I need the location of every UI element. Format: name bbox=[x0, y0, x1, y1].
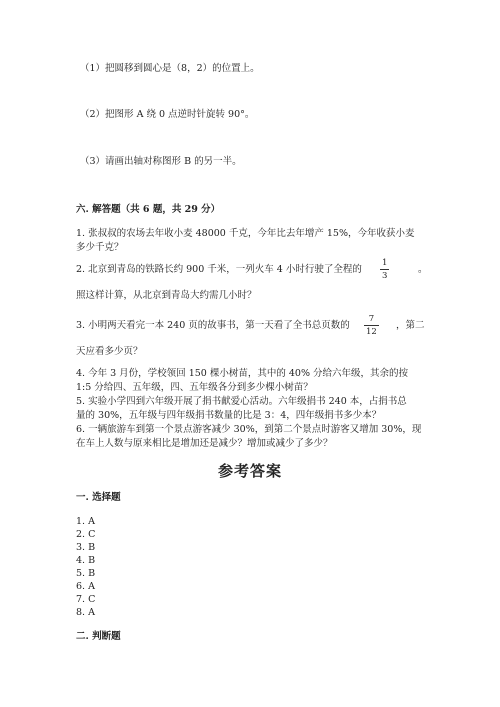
question-2-text: 2. 北京到青岛的铁路长约 900 千米，一列火车 4 小时行驶了全程的 bbox=[76, 264, 362, 275]
fraction-bar bbox=[380, 269, 389, 270]
answer-item: 6. A bbox=[76, 581, 95, 592]
fraction-bar bbox=[364, 325, 379, 326]
answers-section-2-heading: 二. 判断题 bbox=[76, 631, 121, 642]
task-2: （2）把图形 A 绕 0 点逆时针旋转 90°。 bbox=[80, 109, 255, 120]
question-4-line-2: 1:5 分给四、五年级，四、五年级各分到多少棵小树苗？ bbox=[76, 382, 313, 393]
question-2-end: 。 bbox=[418, 264, 428, 275]
answer-item: 1. A bbox=[76, 516, 95, 527]
question-3-line-2: 天应看多少页？ bbox=[76, 346, 143, 357]
answer-item: 3. B bbox=[76, 542, 96, 553]
task-3: （3）请画出轴对称图形 B 的另一半。 bbox=[80, 156, 242, 167]
question-1-line-2: 多少千克？ bbox=[76, 242, 124, 253]
answer-item: 5. B bbox=[76, 568, 96, 579]
question-2-fraction-numerator: 1 bbox=[382, 258, 388, 268]
task-1: （1）把圆移到圆心是（8，2）的位置上。 bbox=[80, 63, 260, 74]
question-2-fraction bbox=[380, 258, 389, 281]
question-6-line-2: 在车上人数与原来相比是增加还是减少？增加或减少了多少？ bbox=[76, 438, 333, 449]
answer-item: 7. C bbox=[76, 594, 96, 605]
question-3-fraction-numerator: 7 bbox=[368, 314, 375, 324]
question-5-line-2: 量的 30%，五年级与四年级捐书数量的比是 3：4，四年级捐书多少本？ bbox=[76, 410, 382, 421]
section-6-heading: 六. 解答题（共 6 题，共 29 分） bbox=[76, 204, 221, 215]
answer-item: 4. B bbox=[76, 555, 96, 566]
answers-section-1-heading: 一. 选择题 bbox=[76, 492, 121, 503]
answers-title: 参考答案 bbox=[217, 462, 282, 480]
question-1-line-1: 1. 张叔叔的农场去年收小麦 48000 千克，今年比去年增产 15%，今年收获小麦 bbox=[76, 228, 415, 239]
answer-item: 8. A bbox=[76, 607, 95, 618]
question-2-line-2: 照这样计算，从北京到青岛大约需几小时？ bbox=[76, 290, 257, 301]
question-3-end: ，第二 bbox=[396, 320, 425, 331]
question-6-line-1: 6. 一辆旅游车到第一个景点游客减少 30%，到第二个景点时游客又增加 30%，现 bbox=[76, 424, 422, 435]
question-3-text: 3. 小明两天看完一本 240 页的故事书，第一天看了全书总页数的 bbox=[76, 320, 350, 331]
question-2-fraction-denominator: 3 bbox=[382, 271, 388, 281]
question-4-line-1: 4. 今年 3 月份，学校领回 150 棵小树苗，其中的 40% 分给六年级，其余的按 bbox=[76, 368, 408, 379]
answer-item: 2. C bbox=[76, 529, 96, 540]
question-3-fraction-denominator: 12 bbox=[366, 327, 377, 337]
question-5-line-1: 5. 实验小学四到六年级开展了捐书献爱心活动。六年级捐书 240 本，占捐书总 bbox=[76, 396, 407, 407]
question-3-fraction bbox=[364, 314, 379, 337]
